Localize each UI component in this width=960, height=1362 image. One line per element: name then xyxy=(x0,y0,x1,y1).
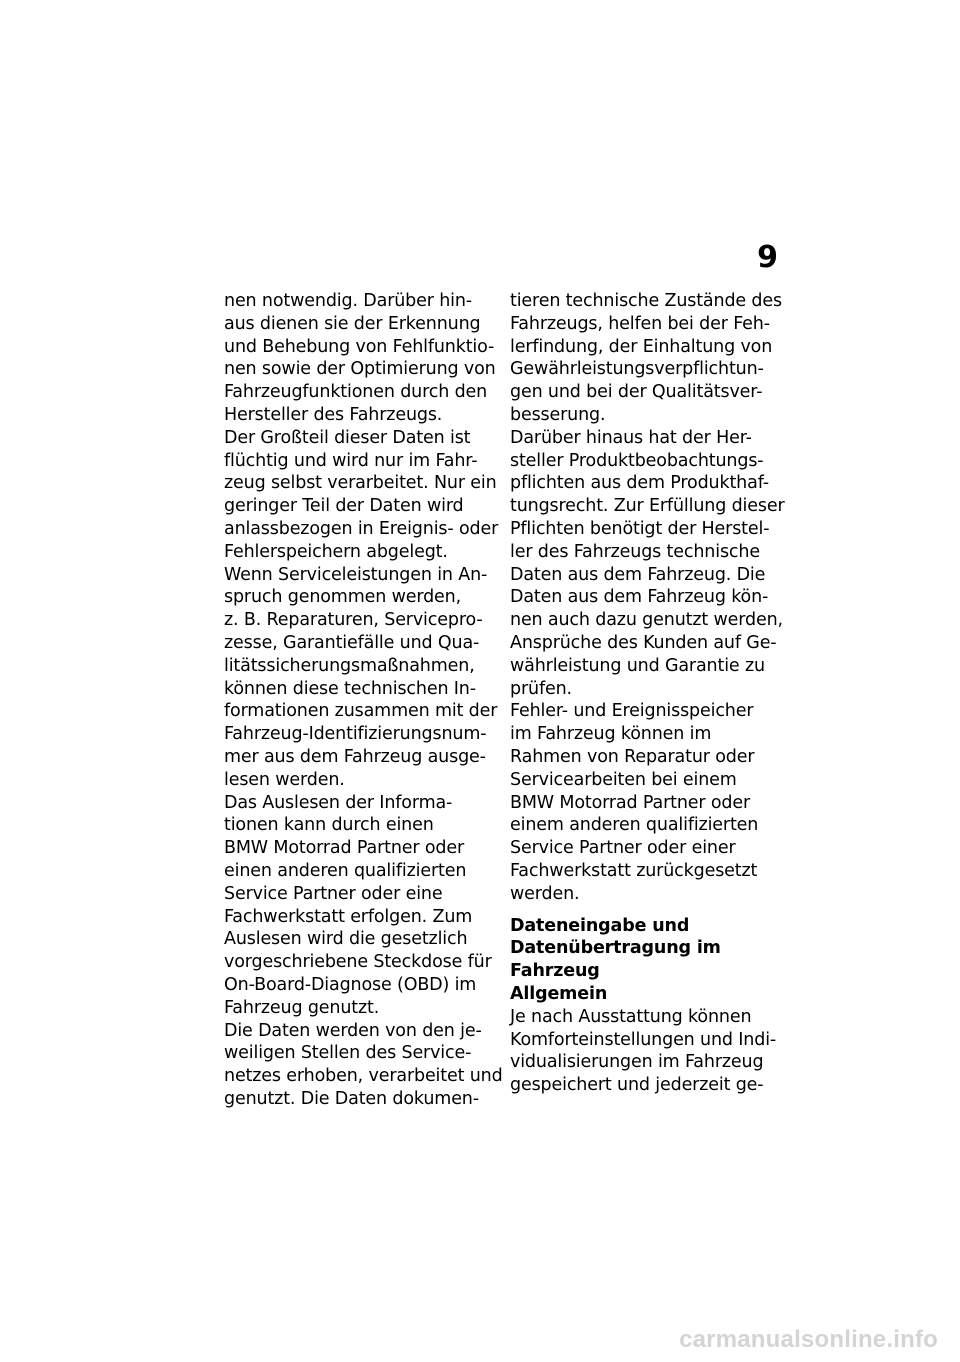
text-line: Pflichten benötigt der Herstel- xyxy=(510,518,770,539)
text-line: Je nach Ausstattung können xyxy=(510,1006,752,1027)
text-line: gespeichert und jederzeit ge- xyxy=(510,1075,764,1096)
text-line: Rahmen von Reparatur oder xyxy=(510,746,755,767)
text-line: Fahrzeug-Identifizierungsnum- xyxy=(224,724,487,745)
text-line: litätssicherungsmaßnahmen, xyxy=(224,655,475,676)
text-line: Wenn Serviceleistungen in An- xyxy=(224,564,488,585)
watermark: carmanualsonline.info xyxy=(679,1326,938,1353)
right-column xyxy=(510,290,785,1097)
text-line: Der Großteil dieser Daten ist xyxy=(224,427,471,448)
text-line: mer aus dem Fahrzeug ausge- xyxy=(224,746,486,767)
section-heading xyxy=(510,915,780,983)
text-line: Dateneingabe und xyxy=(510,915,690,936)
text-line: Fachwerkstatt zurückgesetzt xyxy=(510,860,758,881)
text-line: zeug selbst verarbeitet. Nur ein xyxy=(224,473,497,494)
text-line: BMW Motorrad Partner oder xyxy=(224,838,465,859)
text-line: Die Daten werden von den je- xyxy=(224,1020,482,1041)
text-line: tionen kann durch einen xyxy=(224,815,434,836)
text-line: Servicearbeiten bei einem xyxy=(510,769,737,790)
text-line: werden. xyxy=(510,883,580,904)
text-line: Fahrzeug xyxy=(510,961,600,982)
text-line: anlassbezogen in Ereignis- oder xyxy=(224,518,499,539)
subheading: Allgemein xyxy=(510,983,608,1004)
text-line: können diese technischen In- xyxy=(224,678,476,699)
text-line: im Fahrzeug können im xyxy=(510,724,712,745)
text-line: Fahrzeug genutzt. xyxy=(224,997,380,1018)
text-line: Ansprüche des Kunden auf Ge- xyxy=(510,632,777,653)
text-line: währleistung und Garantie zu xyxy=(510,655,765,676)
text-line: spruch genommen werden, xyxy=(224,587,462,608)
text-line: und Behebung von Fehlfunktio- xyxy=(224,336,495,357)
text-line: vorgeschriebene Steckdose für xyxy=(224,952,492,973)
text-line: gen und bei der Qualitätsver- xyxy=(510,382,763,403)
text-line: einem anderen qualifizierten xyxy=(510,815,759,836)
text-line: Hersteller des Fahrzeugs. xyxy=(224,404,443,425)
text-line: BMW Motorrad Partner oder xyxy=(510,792,751,813)
right-body xyxy=(510,290,785,906)
text-line: Fehlerspeichern abgelegt. xyxy=(224,541,448,562)
text-line: nen auch dazu genutzt werden, xyxy=(510,610,783,631)
text-line: Service Partner oder eine xyxy=(224,883,443,904)
text-line: Datenübertragung im xyxy=(510,938,721,959)
right-after xyxy=(510,1006,780,1097)
text-line: lerfindung, der Einhaltung von xyxy=(510,336,773,357)
text-line: Fahrzeugs, helfen bei der Feh- xyxy=(510,313,770,334)
text-line: Daten aus dem Fahrzeug. Die xyxy=(510,564,766,585)
text-line: Daten aus dem Fahrzeug kön- xyxy=(510,587,769,608)
text-line: Service Partner oder einer xyxy=(510,838,736,859)
text-line: pflichten aus dem Produkthaf- xyxy=(510,473,769,494)
text-line: zesse, Garantiefälle und Qua- xyxy=(224,632,480,653)
text-line: nen sowie der Optimierung von xyxy=(224,359,496,380)
page-number: 9 xyxy=(757,240,778,275)
text-line: lesen werden. xyxy=(224,769,345,790)
text-line: Fehler- und Ereignisspeicher xyxy=(510,701,754,722)
text-line: prüfen. xyxy=(510,678,572,699)
text-line: tieren technische Zustände des xyxy=(510,291,782,311)
text-line: Fachwerkstatt erfolgen. Zum xyxy=(224,906,473,927)
left-column xyxy=(224,290,503,1111)
section-gap xyxy=(510,906,780,915)
text-line: Komforteinstellungen und Indi- xyxy=(510,1029,777,1050)
text-line: formationen zusammen mit der xyxy=(224,701,498,722)
text-line: Das Auslesen der Informa- xyxy=(224,792,453,813)
text-line: Fahrzeugfunktionen durch den xyxy=(224,382,488,403)
text-line: netzes erhoben, verarbeitet und xyxy=(224,1066,503,1087)
text-line: besserung. xyxy=(510,404,606,425)
text-line: einen anderen qualifizierten xyxy=(224,860,467,881)
text-line: geringer Teil der Daten wird xyxy=(224,496,464,517)
text-line: Darüber hinaus hat der Her- xyxy=(510,427,752,448)
text-line: nen notwendig. Darüber hin- xyxy=(224,291,472,311)
text-line: steller Produktbeobachtungs- xyxy=(510,450,764,471)
text-line: flüchtig und wird nur im Fahr- xyxy=(224,450,478,471)
text-line: On-Board-Diagnose (OBD) im xyxy=(224,974,477,995)
text-line: ler des Fahrzeugs technische xyxy=(510,541,760,562)
text-line: aus dienen sie der Erkennung xyxy=(224,313,481,334)
text-line: z. B. Reparaturen, Servicepro- xyxy=(224,610,483,631)
text-line: Auslesen wird die gesetzlich xyxy=(224,929,468,950)
text-line: Gewährleistungsverpflichtun- xyxy=(510,359,764,380)
text-line: weiligen Stellen des Service- xyxy=(224,1043,472,1064)
text-line: genutzt. Die Daten dokumen- xyxy=(224,1088,479,1109)
text-line: vidualisierungen im Fahrzeug xyxy=(510,1052,764,1073)
text-line: tungsrecht. Zur Erfüllung dieser xyxy=(510,496,785,517)
